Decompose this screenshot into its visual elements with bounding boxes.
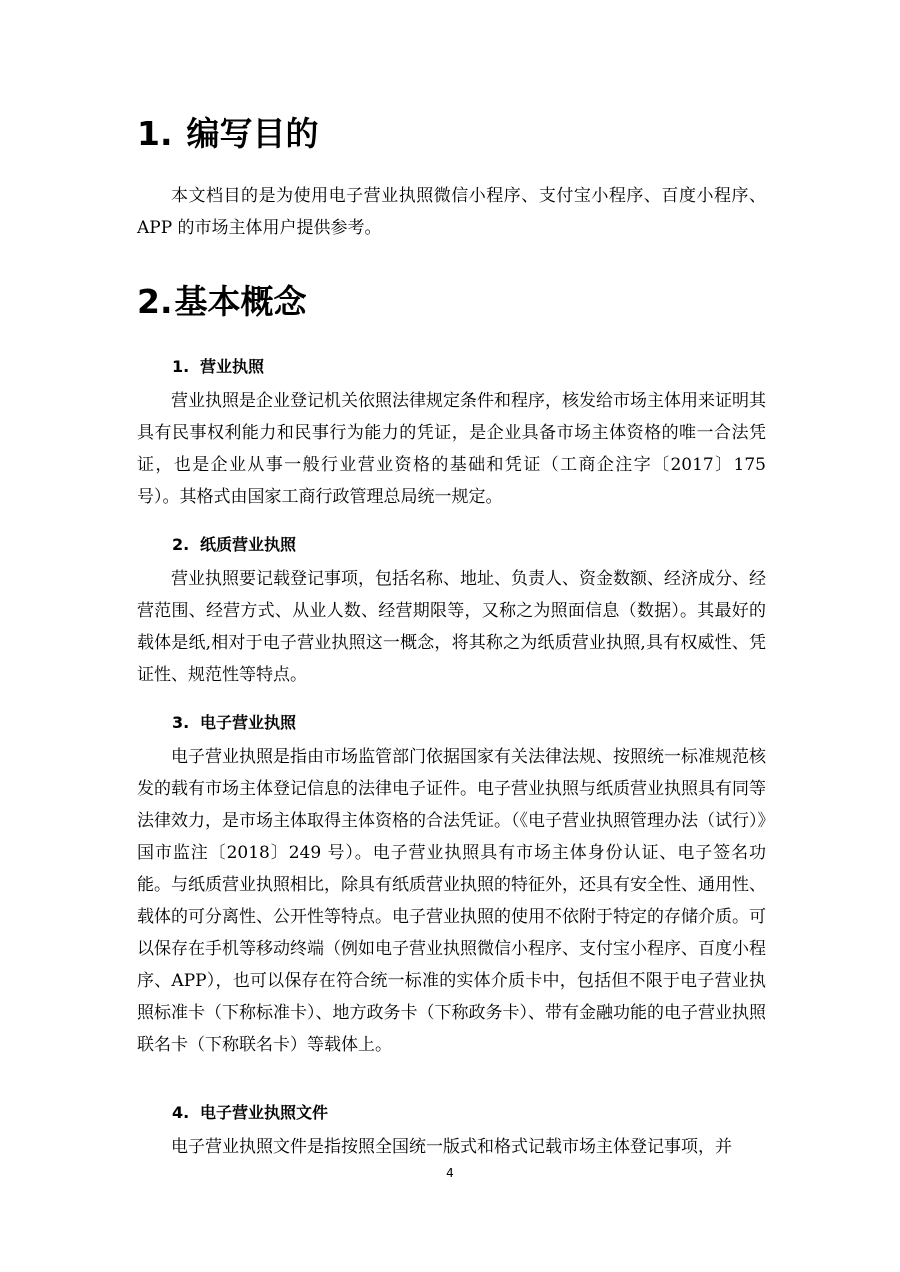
subsection-3-number: 3. (172, 713, 190, 732)
subsection-1-number: 1. (172, 357, 190, 376)
section-2-heading (137, 282, 307, 322)
subsection-1-title: 营业执照 (200, 357, 265, 376)
section-1-number: 1. (137, 114, 173, 153)
subsection-1-heading (172, 355, 264, 379)
subsection-2-title: 纸质营业执照 (200, 535, 297, 554)
subsection-3-paragraph: 电子营业执照是指由市场监管部门依据国家有关法律法规、按照统一标准规范核发的载有市场主体登记信息的法律电子证件。电子营业执照与纸质营业执照具有同等法律效力，是市场主体取得主体资格的合法凭证。（《电子营业执照管理办法（试行）》国市监注〔2018〕249 号）。电子营业执照具有市场主体身份认证、电子签名功能。与纸质营业执照相比，除具有纸质营业执照的特征外，还具有安全性、通用性、载体的可分离性、公开性等特点。电子营业执照的使用不依附于特定的存储介质。可以保存在手机等移动终端（例如电子营业执照微信小程序、支付宝小程序、百度小程序、APP），也可以保存在符合统一标准的实体介质卡中，包括但不限于电子营业执照标准卡（下称标准卡）、地方政务卡（下称政务卡）、带有金融功能的电子营业执照联名卡（下称联名卡）等载体上。 (137, 747, 766, 1055)
section-2-title: 基本概念 (174, 282, 307, 321)
subsection-1-paragraph: 营业执照是企业登记机关依照法律规定条件和程序，核发给市场主体用来证明其具有民事权利能力和民事行为能力的凭证，是企业具备市场主体资格的唯一合法凭证，也是企业从事一般行业营业资格的基础和凭证（工商企注字〔2017〕175 号）。其格式由国家工商行政管理总局统一规定。 (137, 391, 766, 507)
subsection-4-paragraph: 电子营业执照文件是指按照全国统一版式和格式记载市场主体登记事项，并 (171, 1137, 732, 1157)
subsection-3-title: 电子营业执照 (200, 713, 297, 732)
section-1-title: 编写目的 (186, 114, 319, 153)
subsection-2-paragraph: 营业执照要记载登记事项，包括名称、地址、负责人、资金数额、经济成分、经营范围、经营方式、从业人数、经营期限等，又称之为照面信息（数据）。其最好的载体是纸,相对于电子营业执照这一概念，将其称之为纸质营业执照,具有权威性、凭证性、规范性等特点。 (137, 569, 766, 685)
page-number: 4 (446, 1166, 454, 1180)
subsection-4-number: 4. (172, 1103, 190, 1122)
subsection-4-heading (172, 1101, 328, 1125)
section-1-heading (137, 114, 319, 154)
subsection-4-title: 电子营业执照文件 (200, 1103, 329, 1122)
section-1-paragraph: 本文档目的是为使用电子营业执照微信小程序、支付宝小程序、百度小程序、APP 的市场主体用户提供参考。 (137, 186, 766, 238)
subsection-2-heading (172, 533, 296, 557)
subsection-2-number: 2. (172, 535, 190, 554)
subsection-3-heading (172, 711, 296, 735)
section-2-number: 2. (137, 282, 173, 321)
